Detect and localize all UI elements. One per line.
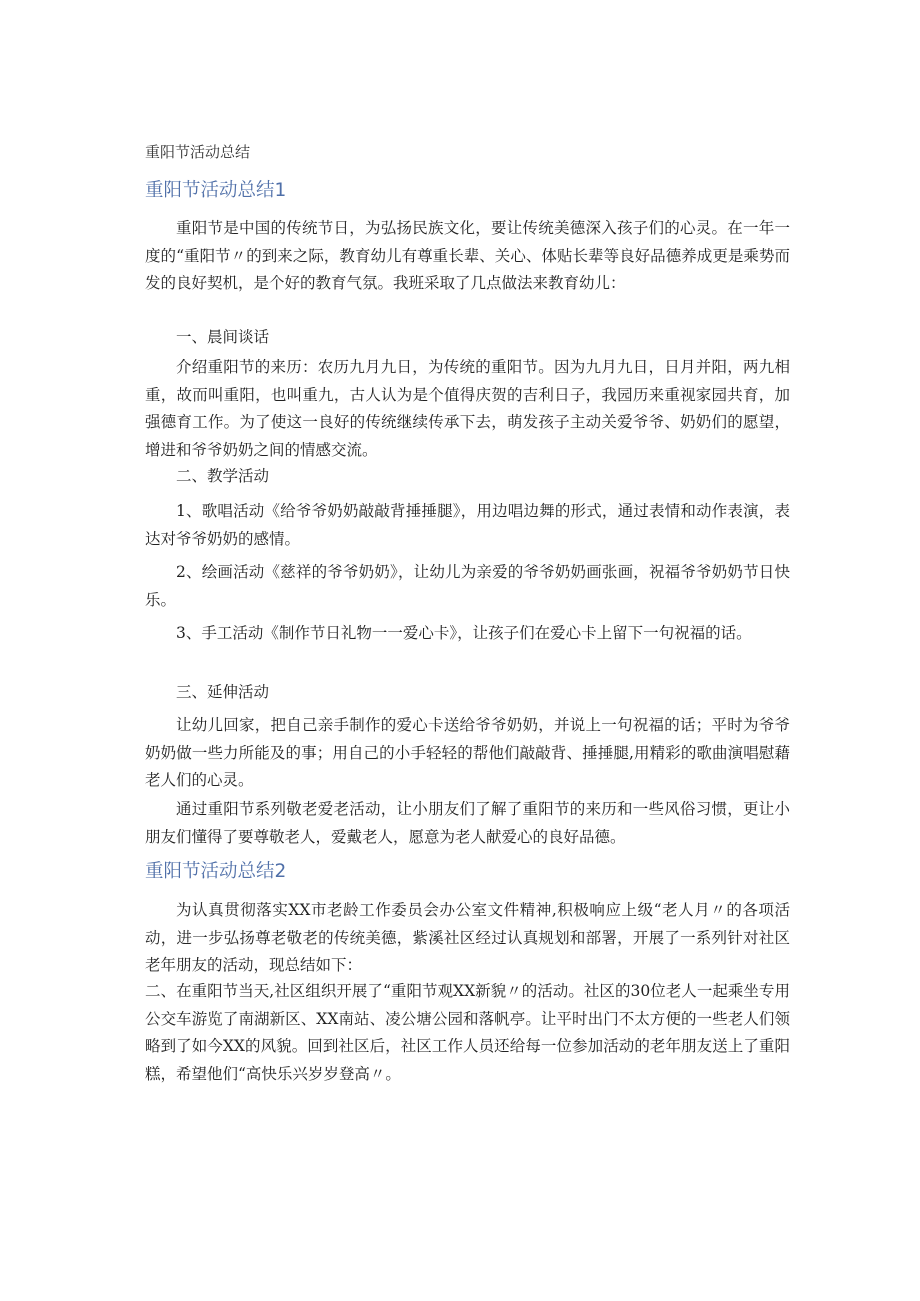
section1-activity-2: 2、绘画活动《慈祥的爷爷奶奶》，让幼儿为亲爱的爷爷奶奶画张画，祝福爷爷奶奶节日快乐。	[145, 563, 790, 609]
section1-part1-paragraph: 介绍重阳节的来历：农历九月九日，为传统的重阳节。因为九月九日，日月并阳，两九相重，故而叫重阳，也叫重九，古人认为是个值得庆贺的吉利日子，我园历来重视家园共育，加强德育工作。为了使这一良好的传统继续传承下去，萌发孩子主动关爱爷爷、奶奶们的愿望，增进和爷爷奶奶之间的情感交流。	[145, 358, 790, 459]
section1-activity-3: 3、手工活动《制作节日礼物一一爱心卡》，让孩子们在爱心卡上留下一句祝福的话。	[176, 624, 752, 642]
section1-conclusion-paragraph: 通过重阳节系列敬老爱老活动，让小朋友们了解了重阳节的来历和一些风俗习惯，更让小朋友们懂得了要尊敬老人，爱戴老人，愿意为老人献爱心的良好品德。	[145, 800, 790, 846]
section2-intro-paragraph: 为认真贯彻落实XX市老龄工作委员会办公室文件精神,积极响应上级“老人月〃的各项活动，进一步弘扬尊老敬老的传统美德，紫溪社区经过认真规划和部署，开展了一系列针对社区老年朋友的活动，现总结如下：	[145, 901, 790, 974]
section1-part1-title: 一、晨间谈话	[176, 328, 270, 346]
section1-part2-title: 二、教学活动	[176, 467, 270, 485]
section1-part3-title: 三、延伸活动	[176, 683, 270, 701]
section2-item-2-paragraph: 二、在重阳节当天,社区组织开展了“重阳节观XX新貌〃的活动。社区的30位老人一起乘坐专用公交车游览了南湖新区、XX南站、凌公塘公园和落帆亭。让平时出门不太方便的一些老人们领略到了如今XX的风貌。回到社区后，社区工作人员还给每一位参加活动的老年朋友送上了重阳糕，希望他们“高快乐兴岁岁登高〃。	[145, 982, 790, 1083]
section-heading-1: 重阳节活动总结1	[145, 180, 287, 201]
section-heading-2: 重阳节活动总结2	[145, 861, 287, 882]
section1-part3-paragraph: 让幼儿回家，把自己亲手制作的爱心卡送给爷爷奶奶，并说上一句祝福的话；平时为爷爷奶奶做一些力所能及的事；用自己的小手轻轻的帮他们敲敲背、捶捶腿,用精彩的歌曲演唱慰藉老人们的心灵。	[145, 716, 790, 789]
section1-intro-paragraph: 重阳节是中国的传统节日，为弘扬民族文化，要让传统美德深入孩子们的心灵。在一年一度的“重阳节〃的到来之际，教育幼儿有尊重长辈、关心、体贴长辈等良好品德养成更是乘势而发的良好契机，是个好的教育气氛。我班采取了几点做法来教育幼儿：	[145, 219, 790, 292]
document-title: 重阳节活动总结	[145, 143, 251, 161]
section1-activity-1: 1、歌唱活动《给爷爷奶奶敲敲背捶捶腿》，用边唱边舞的形式，通过表情和动作表演，表达对爷爷奶奶的感情。	[145, 502, 790, 548]
